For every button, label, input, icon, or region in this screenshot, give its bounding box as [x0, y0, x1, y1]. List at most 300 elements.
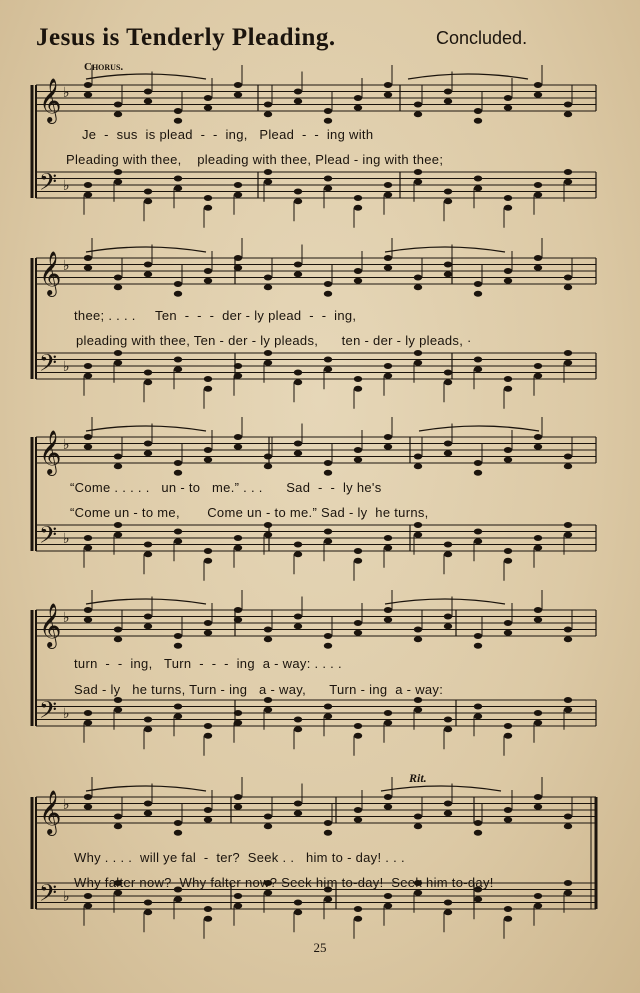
note-head-1-b-17	[564, 169, 572, 175]
note-head-1-t-16	[534, 82, 542, 88]
note-head-lower-1-b-9	[324, 185, 332, 191]
note-head-lower-2-t-6	[234, 265, 242, 271]
bass-clef-5: 𝄢	[39, 879, 58, 912]
note-head-1-t-2	[114, 102, 122, 108]
note-head-4-b-15	[504, 723, 512, 729]
note-head-lower-2-t-10	[354, 278, 362, 284]
note-head-3-t-16	[534, 434, 542, 440]
note-head-4-t-2	[114, 627, 122, 633]
note-head-1-t-12	[414, 102, 422, 108]
note-head-3-t-14	[474, 460, 482, 466]
note-head-2-b-14	[474, 357, 482, 363]
note-head-lower-4-t-16	[534, 617, 542, 623]
note-head-lower-3-b-3	[144, 551, 152, 557]
note-head-3-b-6	[234, 535, 242, 541]
note-head-lower-1-b-7	[264, 179, 272, 185]
note-head-4-b-2	[114, 697, 122, 703]
note-head-lower-3-t-4	[174, 470, 182, 476]
note-head-1-t-3	[144, 89, 152, 95]
note-head-2-b-3	[144, 370, 152, 376]
note-head-3-t-1	[84, 434, 92, 440]
note-head-lower-2-t-15	[504, 278, 512, 284]
note-head-4-b-9	[324, 704, 332, 710]
note-head-lower-1-t-1	[84, 92, 92, 98]
note-head-3-b-4	[174, 529, 182, 535]
note-head-lower-3-b-9	[324, 538, 332, 544]
note-head-lower-1-t-14	[474, 118, 482, 124]
note-head-lower-4-t-7	[264, 636, 272, 642]
note-head-lower-4-b-13	[444, 726, 452, 732]
note-head-lower-2-b-11	[384, 373, 392, 379]
note-head-lower-2-b-9	[324, 366, 332, 372]
note-head-2-t-8	[294, 262, 302, 268]
note-head-lower-5-b-4	[174, 896, 182, 902]
note-head-1-t-11	[384, 82, 392, 88]
note-head-2-t-3	[144, 262, 152, 268]
note-head-lower-2-t-11	[384, 265, 392, 271]
note-head-4-b-11	[384, 710, 392, 716]
bass-lyrics-3: “Come un - to me, Come un - to me.” Sad - ly he turns,	[70, 505, 429, 520]
note-head-lower-1-b-4	[174, 185, 182, 191]
note-head-5-t-16	[534, 794, 542, 800]
note-head-5-b-10	[354, 906, 362, 912]
note-head-1-b-12	[414, 169, 422, 175]
note-head-2-t-14	[474, 281, 482, 287]
note-head-lower-1-t-9	[324, 118, 332, 124]
note-head-2-t-9	[324, 281, 332, 287]
key-signature-bass-1: ♭	[63, 178, 70, 194]
note-head-lower-3-b-14	[474, 538, 482, 544]
note-head-1-b-1	[84, 182, 92, 188]
note-head-lower-1-t-5	[204, 105, 212, 111]
note-head-lower-2-t-1	[84, 265, 92, 271]
note-head-lower-1-t-3	[144, 98, 152, 104]
slur-2-a	[86, 247, 206, 252]
note-head-lower-3-b-5	[204, 558, 212, 564]
note-head-1-b-15	[504, 195, 512, 201]
note-head-4-b-8	[294, 717, 302, 723]
note-head-lower-1-b-10	[354, 205, 362, 211]
note-head-lower-2-b-14	[474, 366, 482, 372]
note-head-lower-2-b-7	[264, 360, 272, 366]
note-head-3-t-7	[264, 454, 272, 460]
note-head-lower-4-b-2	[114, 707, 122, 713]
note-head-lower-3-t-16	[534, 444, 542, 450]
note-head-5-b-1	[84, 893, 92, 899]
note-head-lower-5-b-10	[354, 916, 362, 922]
note-head-lower-1-t-4	[174, 118, 182, 124]
slur-5-a	[86, 786, 206, 791]
note-head-5-t-10	[354, 807, 362, 813]
treble-clef-1: 𝄞	[39, 78, 62, 122]
note-head-3-b-1	[84, 535, 92, 541]
note-head-lower-1-b-12	[414, 179, 422, 185]
bass-lyrics-1: Pleading with thee, pleading with thee, Plead - ing with thee;	[66, 152, 444, 167]
note-head-lower-2-b-15	[504, 386, 512, 392]
note-head-3-t-9	[324, 460, 332, 466]
note-head-lower-5-b-13	[444, 909, 452, 915]
bass-lyrics-4: Sad - ly he turns, Turn - ing a - way, Turn - ing a - way:	[74, 682, 444, 697]
note-head-lower-2-b-17	[564, 360, 572, 366]
note-head-lower-1-t-2	[114, 111, 122, 117]
note-head-lower-3-b-2	[114, 532, 122, 538]
note-head-3-t-5	[204, 447, 212, 453]
note-head-2-b-12	[414, 350, 422, 356]
note-head-lower-5-t-7	[264, 823, 272, 829]
treble-lyrics-1: Je - sus is plead - - ing, Plead - - ing with	[82, 127, 374, 142]
note-head-2-b-2	[114, 350, 122, 356]
note-head-lower-5-t-2	[114, 823, 122, 829]
note-head-lower-2-b-6	[234, 373, 242, 379]
note-head-lower-4-b-7	[264, 707, 272, 713]
note-head-2-t-10	[354, 268, 362, 274]
note-head-lower-3-b-1	[84, 545, 92, 551]
note-head-lower-5-b-15	[504, 916, 512, 922]
treble-clef-2: 𝄞	[39, 251, 62, 295]
note-head-2-b-4	[174, 357, 182, 363]
note-head-4-b-3	[144, 717, 152, 723]
key-signature-bass-2: ♭	[63, 359, 70, 375]
note-head-1-t-4	[174, 108, 182, 114]
note-head-5-t-6	[234, 794, 242, 800]
note-head-lower-2-b-10	[354, 386, 362, 392]
treble-lyrics-5: Why . . . . will ye fal - ter? Seek . . him to - day! . . .	[74, 850, 405, 865]
note-head-5-t-17	[564, 814, 572, 820]
note-head-lower-4-b-11	[384, 720, 392, 726]
note-head-2-t-17	[564, 275, 572, 281]
note-head-lower-1-b-15	[504, 205, 512, 211]
note-head-lower-5-t-8	[294, 810, 302, 816]
note-head-lower-1-b-6	[234, 192, 242, 198]
note-head-1-b-7	[264, 169, 272, 175]
note-head-2-b-5	[204, 376, 212, 382]
note-head-lower-2-t-9	[324, 291, 332, 297]
bass-clef-4: 𝄢	[39, 696, 58, 729]
note-head-lower-3-t-9	[324, 470, 332, 476]
note-head-5-t-15	[504, 807, 512, 813]
note-head-2-t-4	[174, 281, 182, 287]
note-head-lower-4-b-8	[294, 726, 302, 732]
note-head-4-t-13	[444, 614, 452, 620]
note-head-4-b-12	[414, 697, 422, 703]
note-head-lower-5-t-15	[504, 817, 512, 823]
note-head-lower-2-b-2	[114, 360, 122, 366]
note-head-3-t-11	[384, 434, 392, 440]
note-head-2-t-1	[84, 255, 92, 261]
note-head-lower-2-t-5	[204, 278, 212, 284]
note-head-3-b-16	[534, 535, 542, 541]
note-head-lower-4-t-13	[444, 623, 452, 629]
note-head-3-b-9	[324, 529, 332, 535]
note-head-lower-1-t-11	[384, 92, 392, 98]
note-head-4-t-3	[144, 614, 152, 620]
note-head-lower-4-t-12	[414, 636, 422, 642]
note-head-lower-5-b-14	[474, 896, 482, 902]
note-head-5-t-9	[324, 820, 332, 826]
note-head-lower-5-t-5	[204, 817, 212, 823]
note-head-lower-3-t-17	[564, 463, 572, 469]
note-head-lower-5-b-5	[204, 916, 212, 922]
key-signature-treble-2: ♭	[63, 258, 70, 274]
note-head-5-t-2	[114, 814, 122, 820]
note-head-lower-4-t-8	[294, 623, 302, 629]
note-head-4-t-1	[84, 607, 92, 613]
note-head-4-t-17	[564, 627, 572, 633]
note-head-lower-2-t-8	[294, 271, 302, 277]
note-head-3-b-7	[264, 522, 272, 528]
note-head-lower-2-b-3	[144, 379, 152, 385]
note-head-2-t-13	[444, 262, 452, 268]
note-head-4-b-17	[564, 697, 572, 703]
key-signature-bass-3: ♭	[63, 531, 70, 547]
note-head-lower-2-t-3	[144, 271, 152, 277]
note-head-5-b-11	[384, 893, 392, 899]
note-head-lower-4-b-6	[234, 720, 242, 726]
note-head-4-b-10	[354, 723, 362, 729]
note-head-lower-3-b-13	[444, 551, 452, 557]
note-head-3-t-3	[144, 441, 152, 447]
note-head-lower-2-b-13	[444, 379, 452, 385]
key-signature-treble-4: ♭	[63, 610, 70, 626]
note-head-lower-4-b-10	[354, 733, 362, 739]
note-head-3-b-12	[414, 522, 422, 528]
note-head-5-t-5	[204, 807, 212, 813]
note-head-lower-1-t-10	[354, 105, 362, 111]
note-head-5-b-13	[444, 900, 452, 906]
note-head-1-b-14	[474, 176, 482, 182]
note-head-lower-5-b-8	[294, 909, 302, 915]
bass-lyrics-5: Why falter now? Why falter now? Seek him to-day! Seek him to-day!	[74, 875, 494, 890]
slur-1-a	[86, 74, 206, 79]
note-head-3-t-12	[414, 454, 422, 460]
note-head-lower-1-t-15	[504, 105, 512, 111]
note-head-lower-3-t-1	[84, 444, 92, 450]
treble-clef-5: 𝄞	[39, 790, 62, 834]
note-head-2-b-10	[354, 376, 362, 382]
note-head-lower-3-t-13	[444, 450, 452, 456]
note-head-5-t-7	[264, 814, 272, 820]
note-head-lower-4-t-2	[114, 636, 122, 642]
note-head-lower-3-t-5	[204, 457, 212, 463]
note-head-5-t-11	[384, 794, 392, 800]
note-head-5-b-15	[504, 906, 512, 912]
note-head-3-t-8	[294, 441, 302, 447]
note-head-4-t-5	[204, 620, 212, 626]
note-head-4-t-9	[324, 633, 332, 639]
note-head-4-t-4	[174, 633, 182, 639]
note-head-lower-4-t-14	[474, 643, 482, 649]
note-head-3-b-10	[354, 548, 362, 554]
note-head-1-t-5	[204, 95, 212, 101]
note-head-lower-4-b-3	[144, 726, 152, 732]
bass-clef-1: 𝄢	[39, 168, 58, 201]
note-head-4-b-16	[534, 710, 542, 716]
note-head-2-b-7	[264, 350, 272, 356]
note-head-1-t-1	[84, 82, 92, 88]
slur-5-b	[381, 786, 501, 791]
note-head-2-b-13	[444, 370, 452, 376]
chorus-label: Chorus.	[84, 61, 124, 73]
note-head-lower-5-t-10	[354, 817, 362, 823]
note-head-2-t-2	[114, 275, 122, 281]
note-head-5-t-13	[444, 801, 452, 807]
note-head-lower-4-b-1	[84, 720, 92, 726]
note-head-5-t-14	[474, 820, 482, 826]
note-head-1-b-6	[234, 182, 242, 188]
note-head-lower-2-t-17	[564, 284, 572, 290]
note-head-lower-3-t-15	[504, 457, 512, 463]
note-head-3-b-15	[504, 548, 512, 554]
note-head-5-b-3	[144, 900, 152, 906]
note-head-1-t-17	[564, 102, 572, 108]
note-head-5-b-5	[204, 906, 212, 912]
note-head-lower-3-t-2	[114, 463, 122, 469]
note-head-3-t-13	[444, 441, 452, 447]
bass-lyrics-2: pleading with thee, Ten - der - ly pleads, ten - der - ly pleads, ·	[76, 333, 472, 348]
note-head-lower-1-t-17	[564, 111, 572, 117]
note-head-2-t-7	[264, 275, 272, 281]
note-head-lower-4-t-1	[84, 617, 92, 623]
note-head-4-b-6	[234, 710, 242, 716]
note-head-lower-3-b-7	[264, 532, 272, 538]
note-head-2-t-15	[504, 268, 512, 274]
note-head-3-b-5	[204, 548, 212, 554]
note-head-1-b-11	[384, 182, 392, 188]
note-head-2-b-8	[294, 370, 302, 376]
note-head-lower-5-b-3	[144, 909, 152, 915]
note-head-2-t-12	[414, 275, 422, 281]
note-head-lower-2-t-7	[264, 284, 272, 290]
note-head-lower-2-b-8	[294, 379, 302, 385]
note-head-lower-1-t-6	[234, 92, 242, 98]
note-head-4-t-8	[294, 614, 302, 620]
note-head-4-t-7	[264, 627, 272, 633]
note-head-3-b-13	[444, 542, 452, 548]
note-head-1-b-3	[144, 189, 152, 195]
note-head-lower-1-t-16	[534, 92, 542, 98]
page-number: 25	[313, 940, 327, 955]
note-head-lower-3-b-4	[174, 538, 182, 544]
note-head-lower-4-b-4	[174, 713, 182, 719]
note-head-3-b-17	[564, 522, 572, 528]
note-head-lower-4-t-11	[384, 617, 392, 623]
note-head-lower-1-b-11	[384, 192, 392, 198]
note-head-lower-2-t-16	[534, 265, 542, 271]
key-signature-bass-5: ♭	[63, 889, 70, 905]
slur-4-b	[385, 599, 505, 604]
note-head-4-b-13	[444, 717, 452, 723]
note-head-4-t-12	[414, 627, 422, 633]
note-head-3-t-10	[354, 447, 362, 453]
note-head-lower-5-t-9	[324, 830, 332, 836]
note-head-1-b-13	[444, 189, 452, 195]
note-head-1-b-10	[354, 195, 362, 201]
note-head-1-t-7	[264, 102, 272, 108]
note-head-4-t-15	[504, 620, 512, 626]
note-head-lower-2-t-4	[174, 291, 182, 297]
note-head-1-b-4	[174, 176, 182, 182]
note-head-1-b-8	[294, 189, 302, 195]
bass-clef-2: 𝄢	[39, 349, 58, 382]
note-head-2-b-6	[234, 363, 242, 369]
note-head-lower-3-b-10	[354, 558, 362, 564]
note-head-lower-4-t-5	[204, 630, 212, 636]
note-head-lower-1-b-16	[534, 192, 542, 198]
note-head-2-b-11	[384, 363, 392, 369]
note-head-lower-5-b-16	[534, 903, 542, 909]
slur-2-b	[385, 247, 505, 252]
note-head-2-b-9	[324, 357, 332, 363]
note-head-lower-5-b-9	[324, 896, 332, 902]
note-head-lower-5-t-4	[174, 830, 182, 836]
key-signature-treble-1: ♭	[63, 85, 70, 101]
note-head-lower-3-b-16	[534, 545, 542, 551]
note-head-lower-2-b-5	[204, 386, 212, 392]
note-head-lower-4-b-14	[474, 713, 482, 719]
note-head-lower-1-b-2	[114, 179, 122, 185]
note-head-5-t-1	[84, 794, 92, 800]
treble-clef-4: 𝄞	[39, 603, 62, 647]
note-head-3-t-4	[174, 460, 182, 466]
note-head-lower-4-b-15	[504, 733, 512, 739]
treble-lyrics-3: “Come . . . . . un - to me.” . . . Sad - - ly he's	[70, 480, 382, 495]
note-head-5-b-17	[564, 880, 572, 886]
note-head-lower-1-b-5	[204, 205, 212, 211]
note-head-4-t-10	[354, 620, 362, 626]
note-head-lower-3-b-6	[234, 545, 242, 551]
note-head-lower-3-b-17	[564, 532, 572, 538]
note-head-2-b-16	[534, 363, 542, 369]
note-head-1-b-16	[534, 182, 542, 188]
note-head-4-b-7	[264, 697, 272, 703]
note-head-lower-3-t-8	[294, 450, 302, 456]
note-head-4-b-5	[204, 723, 212, 729]
note-head-4-b-1	[84, 710, 92, 716]
note-head-lower-5-t-12	[414, 823, 422, 829]
note-head-lower-4-b-12	[414, 707, 422, 713]
note-head-1-t-15	[504, 95, 512, 101]
note-head-1-t-13	[444, 89, 452, 95]
note-head-lower-2-b-1	[84, 373, 92, 379]
note-head-lower-4-t-4	[174, 643, 182, 649]
key-signature-treble-3: ♭	[63, 437, 70, 453]
note-head-lower-5-b-11	[384, 903, 392, 909]
note-head-lower-2-t-13	[444, 271, 452, 277]
note-head-lower-2-b-12	[414, 360, 422, 366]
note-head-lower-5-t-13	[444, 810, 452, 816]
note-head-4-t-11	[384, 607, 392, 613]
note-head-lower-5-b-1	[84, 903, 92, 909]
note-head-4-t-6	[234, 607, 242, 613]
note-head-lower-4-t-3	[144, 623, 152, 629]
note-head-lower-4-b-16	[534, 720, 542, 726]
title-period: .	[328, 24, 336, 51]
note-head-lower-1-b-3	[144, 198, 152, 204]
note-head-5-t-12	[414, 814, 422, 820]
note-head-lower-4-b-9	[324, 713, 332, 719]
note-head-3-b-8	[294, 542, 302, 548]
note-head-2-t-11	[384, 255, 392, 261]
note-head-3-t-17	[564, 454, 572, 460]
note-head-lower-5-t-14	[474, 830, 482, 836]
note-head-lower-1-b-14	[474, 185, 482, 191]
note-head-lower-1-t-12	[414, 111, 422, 117]
note-head-5-b-16	[534, 893, 542, 899]
note-head-lower-4-t-6	[234, 617, 242, 623]
slur-3-b	[419, 426, 539, 431]
note-head-1-t-14	[474, 108, 482, 114]
note-head-lower-5-b-12	[414, 890, 422, 896]
